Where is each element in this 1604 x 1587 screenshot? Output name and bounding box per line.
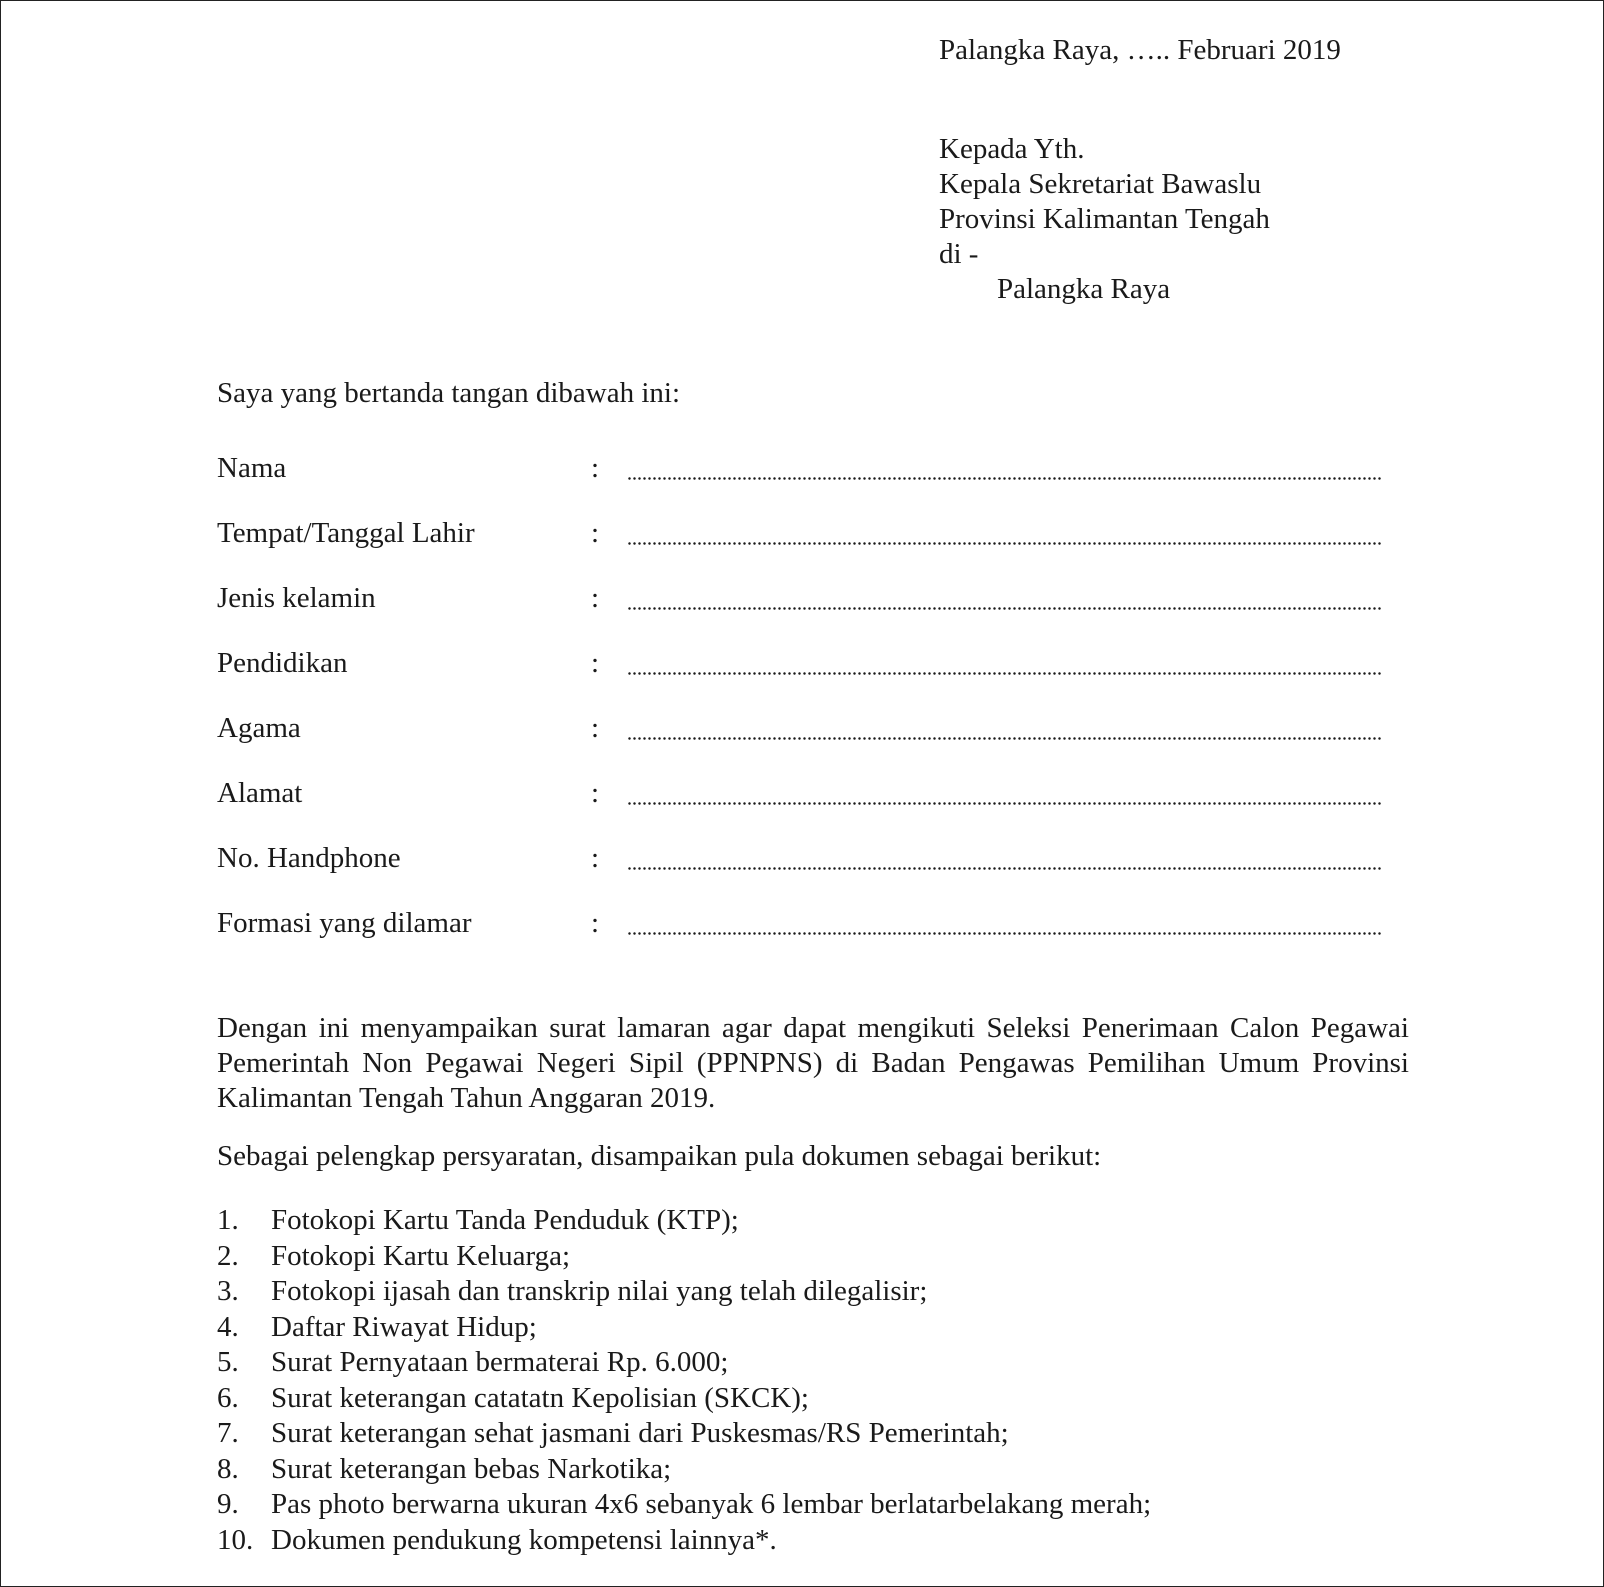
- form-dotted-line: [627, 542, 1382, 545]
- list-text: Fotokopi ijasah dan transkrip nilai yang telah dilegalisir;: [271, 1275, 928, 1307]
- list-item: [217, 1487, 1151, 1523]
- form-row-tempat-tanggal-lahir: [217, 516, 1387, 581]
- form-dotted-line: [627, 607, 1382, 610]
- list-item: [217, 1203, 1151, 1239]
- form-colon: :: [591, 712, 600, 744]
- list-number: 8.: [217, 1452, 239, 1485]
- list-text: Surat keterangan sehat jasmani dari Puskesmas/RS Pemerintah;: [271, 1417, 1009, 1449]
- list-text: Fotokopi Kartu Keluarga;: [271, 1239, 571, 1272]
- list-number: 2.: [217, 1239, 239, 1272]
- recipient-city: Palangka Raya: [997, 273, 1171, 305]
- applicant-form: [217, 451, 1387, 971]
- list-number: 9.: [217, 1488, 239, 1520]
- list-number: 3.: [217, 1275, 239, 1307]
- list-text: Dokumen pendukung kompetensi lainnya*.: [271, 1523, 777, 1556]
- form-colon: :: [591, 842, 600, 874]
- documents-list: [217, 1203, 1151, 1558]
- list-number: 5.: [217, 1346, 239, 1378]
- letter-date: Palangka Raya, ….. Februari 2019: [939, 34, 1341, 66]
- list-number: 6.: [217, 1381, 239, 1414]
- form-label: Agama: [217, 712, 301, 744]
- form-label: Nama: [217, 452, 287, 484]
- form-dotted-line: [627, 672, 1382, 675]
- intro-statement: Saya yang bertanda tangan dibawah ini:: [217, 377, 681, 409]
- list-item: [217, 1452, 1151, 1488]
- form-row-jenis-kelamin: [217, 581, 1387, 646]
- list-item: [217, 1381, 1151, 1417]
- form-label: No. Handphone: [217, 842, 401, 874]
- form-colon: :: [591, 517, 600, 549]
- form-dotted-line: [627, 802, 1382, 805]
- list-text: Pas photo berwarna ukuran 4x6 sebanyak 6 lembar berlatarbelakang merah;: [271, 1488, 1152, 1520]
- list-number: 4.: [217, 1310, 239, 1343]
- list-text: Surat keterangan catatatn Kepolisian (SKCK);: [271, 1381, 809, 1414]
- recipient-address: [939, 132, 1270, 307]
- form-label: Alamat: [217, 777, 303, 809]
- form-colon: :: [591, 582, 600, 614]
- list-text: Fotokopi Kartu Tanda Penduduk (KTP);: [271, 1204, 739, 1236]
- form-dotted-line: [627, 867, 1382, 870]
- list-text: Daftar Riwayat Hidup;: [271, 1310, 537, 1343]
- form-label: Formasi yang dilamar: [217, 907, 472, 939]
- form-dotted-line: [627, 737, 1382, 740]
- form-label: Tempat/Tanggal Lahir: [217, 517, 475, 549]
- list-number: 1.: [217, 1204, 239, 1236]
- list-item: [217, 1239, 1151, 1275]
- form-dotted-line: [627, 477, 1382, 480]
- list-text: Surat Pernyataan bermaterai Rp. 6.000;: [271, 1346, 729, 1378]
- form-dotted-line: [627, 932, 1382, 935]
- form-colon: :: [591, 777, 600, 809]
- list-item: [217, 1274, 1151, 1310]
- form-row-alamat: [217, 776, 1387, 841]
- form-row-pendidikan: [217, 646, 1387, 711]
- application-statement: Dengan ini menyampaikan surat lamaran agar dapat mengikuti Seleksi Penerimaan Calon Pegawai Pemerintah Non Pegawai Negeri Sipil (PPNPNS) di Badan Pengawas Pemilihan Umum Provinsi Kalimantan Tengah Tahun Anggaran 2019.: [217, 1012, 1409, 1114]
- list-item: [217, 1416, 1151, 1452]
- form-colon: :: [591, 647, 600, 679]
- form-label: Jenis kelamin: [217, 582, 376, 614]
- form-label: Pendidikan: [217, 647, 348, 679]
- recipient-di: di -: [939, 238, 979, 270]
- recipient-title: Kepala Sekretariat Bawaslu: [939, 168, 1262, 200]
- form-row-agama: [217, 711, 1387, 776]
- form-row-no-handphone: [217, 841, 1387, 906]
- list-item: [217, 1345, 1151, 1381]
- recipient-province: Provinsi Kalimantan Tengah: [939, 203, 1270, 235]
- form-row-formasi: [217, 906, 1387, 971]
- list-number: 7.: [217, 1417, 239, 1449]
- list-item: [217, 1310, 1151, 1346]
- form-colon: :: [591, 907, 600, 939]
- form-colon: :: [591, 452, 600, 484]
- list-number: 10.: [217, 1523, 254, 1556]
- recipient-salutation: Kepada Yth.: [939, 133, 1085, 165]
- documents-lead: Sebagai pelengkap persyaratan, disampaikan pula dokumen sebagai berikut:: [217, 1140, 1102, 1172]
- list-item: [217, 1523, 1151, 1559]
- form-row-nama: [217, 451, 1387, 516]
- list-text: Surat keterangan bebas Narkotika;: [271, 1452, 672, 1485]
